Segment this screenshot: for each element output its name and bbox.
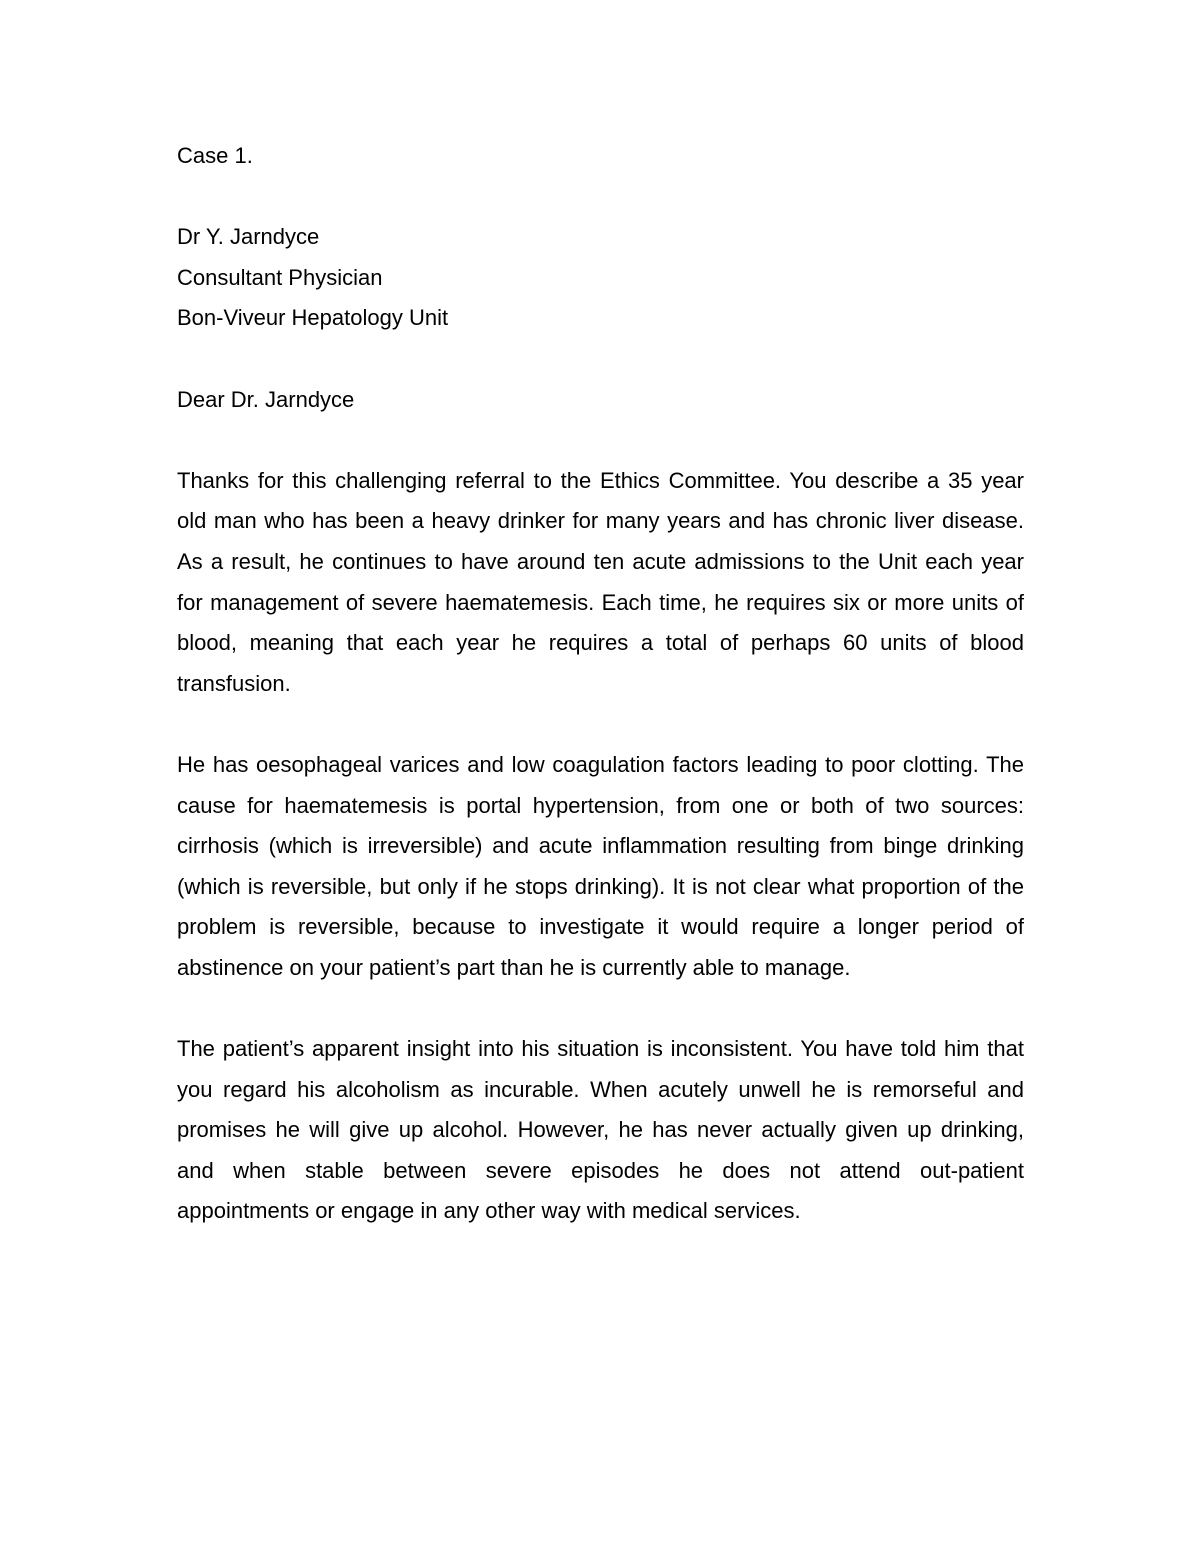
spacer xyxy=(177,177,1024,218)
recipient-title: Consultant Physician xyxy=(177,264,383,290)
spacer xyxy=(177,339,1024,380)
paragraph-clinical: He has oesophageal varices and low coagulation factors leading to poor clotting. The cause for haematemesis is portal hypertension, from one or both of two sources: cirrhosis (which is irreversible) and acute inflammation resulting from binge drinking (which is reversible, but only if he stops drinking). It is not clear what proportion of the problem is reversible, because to investigate it would require a longer period of abstinence on your patient’s part than he is currently able to manage. xyxy=(177,751,1024,980)
paragraph-referral: Thanks for this challenging referral to the Ethics Committee. You describe a 35 year old man who has been a heavy drinker for many years and has chronic liver disease. As a result, he continues to have around ten acute admissions to the Unit each year for management of severe haematemesis. Each time, he requires six or more units of blood, meaning that each year he requires a total of perhaps 60 units of blood transfusion. xyxy=(177,467,1024,696)
recipient-unit: Bon-Viveur Hepatology Unit xyxy=(177,305,449,331)
spacer xyxy=(177,988,1024,1029)
recipient-name: Dr Y. Jarndyce xyxy=(177,224,320,250)
paragraph-insight: The patient’s apparent insight into his situation is inconsistent. You have told him that you regard his alcoholism as incurable. When acutely unwell he is remorseful and promises he will give up alcohol. However, he has never actually given up drinking, and when stable between severe episodes he does not attend out-patient appointments or engage in any other way with medical services. xyxy=(177,1036,1024,1224)
spacer xyxy=(177,420,1024,461)
recipient-address xyxy=(177,217,1024,339)
case-heading: Case 1. xyxy=(177,143,253,168)
salutation: Dear Dr. Jarndyce xyxy=(177,386,355,412)
spacer xyxy=(177,704,1024,745)
letter-body xyxy=(177,136,1024,1232)
